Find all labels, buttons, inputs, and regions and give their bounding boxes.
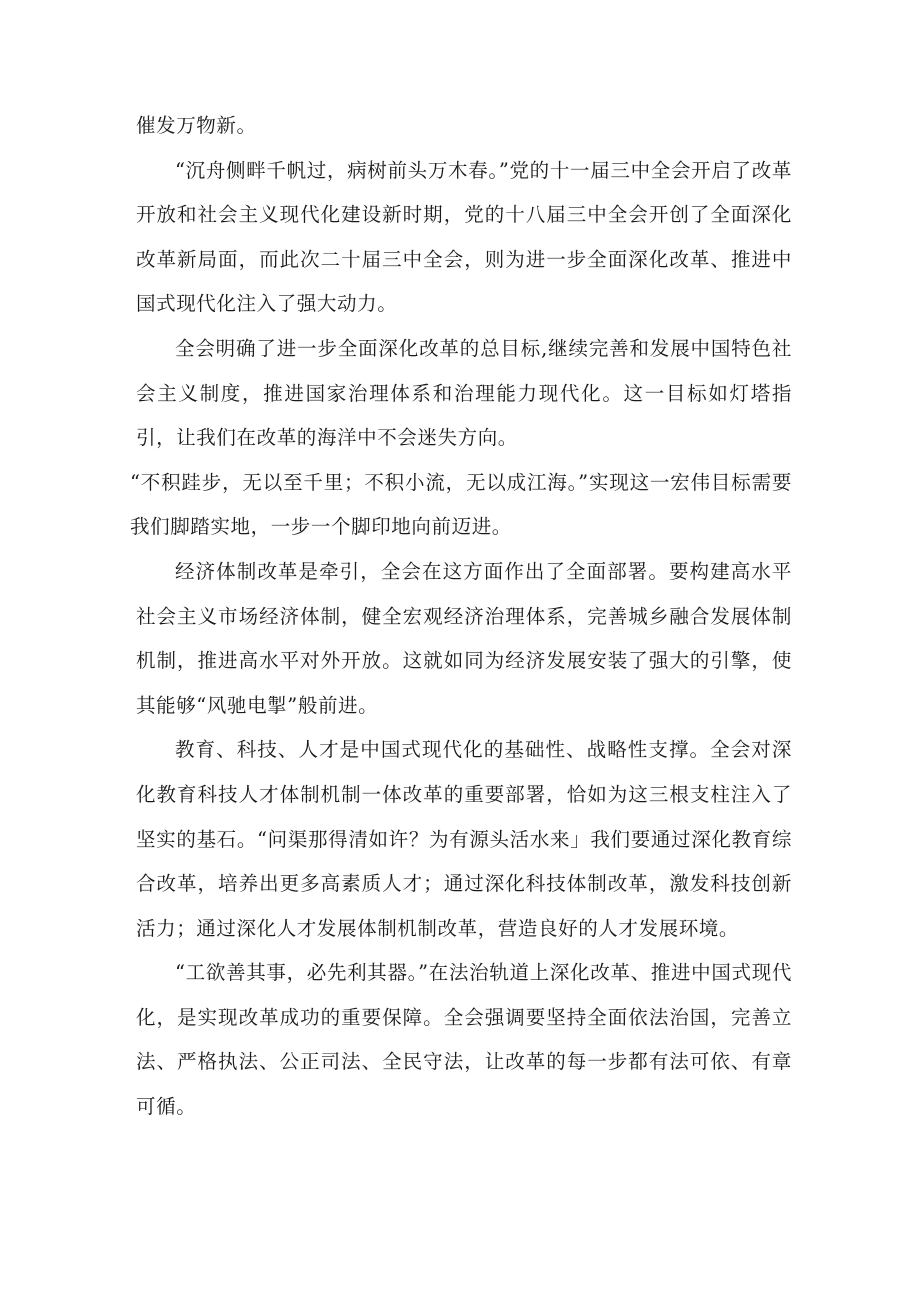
paragraph-2: “沉舟侧畔千帆过，病树前头万木春。”党的十一届三中全会开启了改革开放和社会主义现代化建设新时期，党的十八届三中全会开创了全面深化改革新局面，而此次二十届三中全会，则为进一步全面深化改革、推进中国式现代化注入了强大动力。 [136,158,792,316]
paragraph-6: 教育、科技、人才是中国式现代化的基础性、战略性支撑。全会对深化教育科技人才体制机制一体改革的重要部署，恰如为这三根支柱注入了坚实的基石。“问渠那得清如许？为有源头活水来」我们要通过深化教育综合改革，培养出更多高素质人才；通过深化科技体制改革，激发科技创新活力；通过深化人才发展体制机制改革，营造良好的人才发展环境。 [136,738,792,940]
document-page [130,104,792,1130]
paragraph-4: “不积跬步，无以至千里；不积小流，无以成江海。”实现这一宏伟目标需要我们脚踏实地，一步一个脚印地向前迈进。 [130,470,792,539]
paragraph-1: 催发万物新。 [136,114,257,137]
paragraph-3: 全会明确了进一步全面深化改革的总目标,继续完善和发展中国特色社会主义制度，推进国家治理体系和治理能力现代化。这一目标如灯塔指引，让我们在改革的海洋中不会迷失方向。 [136,336,792,450]
paragraph-7: “工欲善其事，必先利其器。”在法治轨道上深化改革、推进中国式现代化，是实现改革成功的重要保障。全会强调要坚持全面依法治国，完善立法、严格执法、公正司法、全民守法，让改革的每一步都有法可依、有章可循。 [136,961,792,1119]
paragraph-5: 经济体制改革是牵引，全会在这方面作出了全面部署。要构建高水平社会主义市场经济体制，健全宏观经济治理体系，完善城乡融合发展体制机制，推进高水平对外开放。这就如同为经济发展安装了强大的引擎，使其能够“风驰电掣”般前进。 [136,559,792,717]
